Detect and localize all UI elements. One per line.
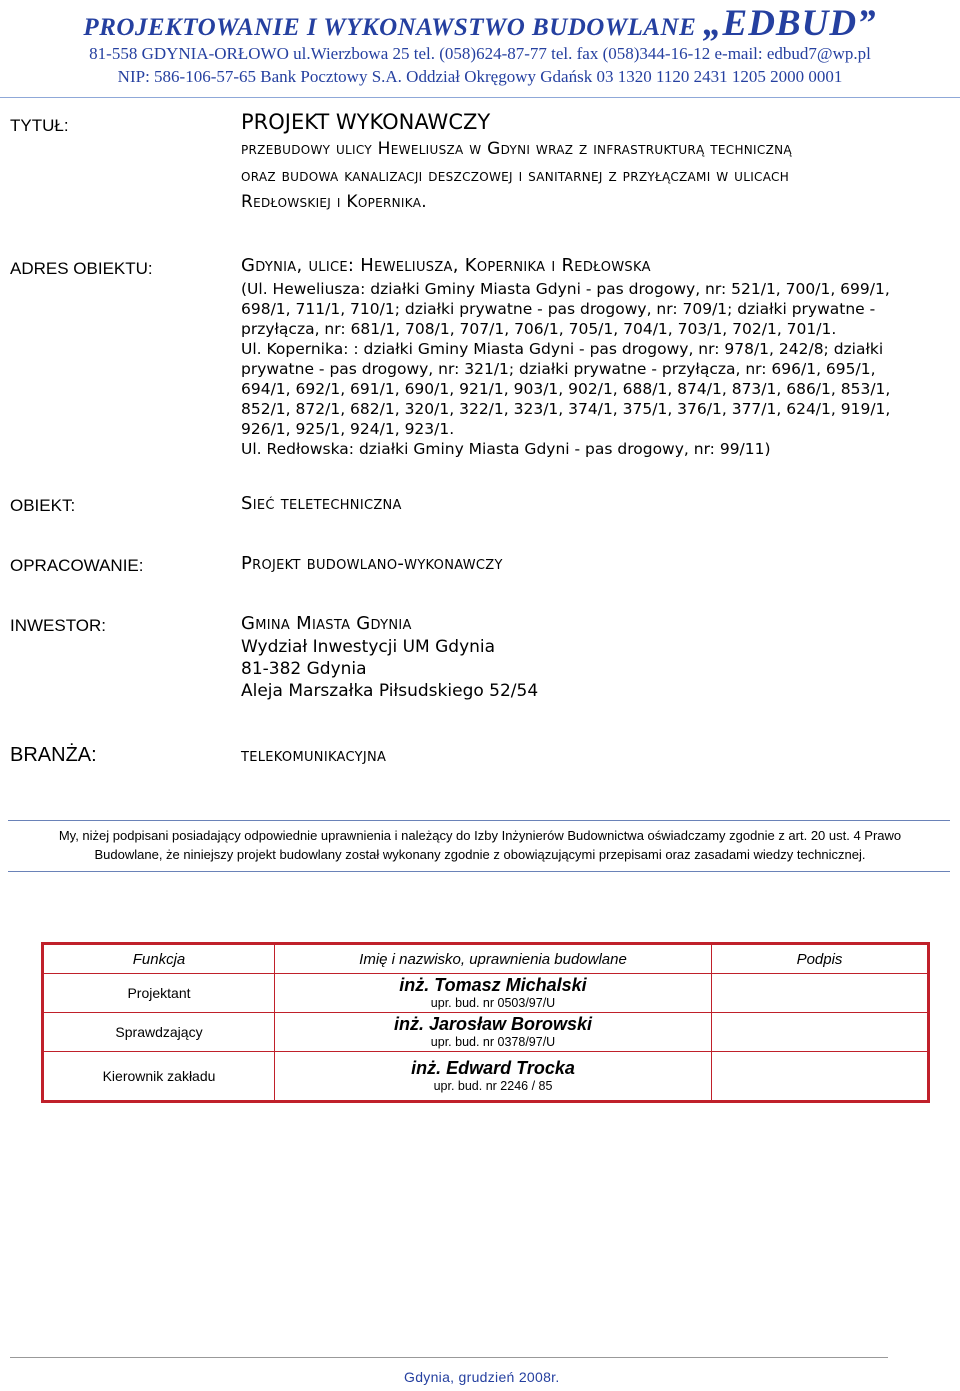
signature-cell <box>712 974 929 1013</box>
study-value: Projekt budowlano-wykonawczy <box>241 553 503 574</box>
title-line-1: przebudowy ulicy Heweliusza w Gdyni wraz z infrastrukturą techniczną <box>241 139 792 159</box>
person-license: upr. bud. nr 0503/97/U <box>430 996 556 1010</box>
investor-label: INWESTOR: <box>10 616 107 635</box>
table-row <box>43 974 929 1013</box>
address-line: Ul. Kopernika: : działki Gminy Miasta Gdyni - pas drogowy, nr: 978/1, 242/8; działki <box>241 340 884 358</box>
declaration-line-2: Budowlane, że niniejszy projekt budowlany został wykonany zgodnie z obowiązującymi przepisami oraz zasadami wiedzy technicznej. <box>94 847 866 862</box>
header-function: Funkcja <box>43 944 275 974</box>
person-name: inż. Edward Trocka <box>411 1058 575 1078</box>
signature-cell <box>712 1013 929 1052</box>
address-line: 698/1, 711/1, 710/1; działki prywatne - pas drogowy, nr: 709/1; działki prywatne - <box>241 300 876 318</box>
role-cell: Sprawdzający <box>43 1013 275 1052</box>
investor-line: Wydział Inwestycji UM Gdynia <box>241 637 496 657</box>
header-name: Imię i nazwisko, uprawnienia budowlane <box>275 944 712 974</box>
declaration-line-1: My, niżej podpisani posiadający odpowiednie uprawnienia i należący do Izby Inżynierów Budownictwa oświadczamy zgodnie z art. 20 ust. 4 Prawo <box>58 828 902 843</box>
role-cell: Projektant <box>43 974 275 1013</box>
address-heading: Gdynia, ulice: Heweliusza, Kopernika i Redłowska <box>241 255 651 276</box>
person-name: inż. Tomasz Michalski <box>399 975 587 995</box>
name-cell <box>275 1052 712 1102</box>
name-cell <box>275 1013 712 1052</box>
signature-cell <box>712 1052 929 1102</box>
signature-table <box>41 942 930 1103</box>
role-cell: Kierownik zakładu <box>43 1052 275 1102</box>
footer-place-date: Gdynia, grudzień 2008r. <box>404 1369 560 1385</box>
address-line: przyłącza, nr: 681/1, 708/1, 707/1, 706/1, 705/1, 704/1, 703/1, 702/1, 701/1. <box>241 320 837 338</box>
name-cell <box>275 974 712 1013</box>
address-line: prywatne - pas drogowy, nr: 321/1; działki prywatne - przyłącza, nr: 696/1, 695/1, <box>241 360 876 378</box>
object-value: Sieć teletechniczna <box>241 493 402 514</box>
project-type: PROJEKT WYKONAWCZY <box>241 110 491 134</box>
address-line: 694/1, 692/1, 691/1, 690/1, 921/1, 903/1, 902/1, 688/1, 874/1, 873/1, 686/1, 853/1, <box>241 380 891 398</box>
title-label: TYTUŁ: <box>10 116 69 135</box>
company-address: 81-558 GDYNIA-ORŁOWO ul.Wierzbowa 25 tel. (058)624-87-77 tel. fax (058)344-16-12 e-mail: edbud7@wp.pl <box>89 44 871 63</box>
address-line: 852/1, 872/1, 682/1, 320/1, 322/1, 323/1, 374/1, 375/1, 376/1, 377/1, 624/1, 919/1, <box>241 400 891 418</box>
address-line: 926/1, 925/1, 924/1, 923/1. <box>241 420 455 438</box>
branch-value: telekomunikacyjna <box>241 745 387 766</box>
company-activity: PROJEKTOWANIE I WYKONAWSTWO BUDOWLANE <box>83 14 704 41</box>
title-line-3: Redłowskiej i Kopernika. <box>241 192 427 212</box>
company-header <box>0 2 960 45</box>
person-license: upr. bud. nr 0378/97/U <box>430 1035 556 1049</box>
header-signature: Podpis <box>712 944 929 974</box>
table-row <box>43 1052 929 1102</box>
address-label: ADRES OBIEKTU: <box>10 259 153 278</box>
object-label: OBIEKT: <box>10 496 76 515</box>
branch-label: BRANŻA: <box>10 744 97 766</box>
investor-name: Gmina Miasta Gdynia <box>241 613 412 634</box>
company-name: „EDBUD” <box>703 3 877 44</box>
address-line: (Ul. Heweliusza: działki Gminy Miasta Gdyni - pas drogowy, nr: 521/1, 700/1, 699/1, <box>241 280 890 298</box>
person-name: inż. Jarosław Borowski <box>393 1014 593 1034</box>
table-row <box>43 1013 929 1052</box>
title-line-2: oraz budowa kanalizacji deszczowej i sanitarnej z przyłączami w ulicach <box>241 166 790 186</box>
header-divider <box>0 97 960 98</box>
person-license: upr. bud. nr 2246 / 85 <box>433 1079 553 1093</box>
study-label: OPRACOWANIE: <box>10 556 144 575</box>
declaration-top-rule <box>8 820 950 821</box>
company-bank: NIP: 586-106-57-65 Bank Pocztowy S.A. Oddział Okręgowy Gdańsk 03 1320 1120 2431 1205 2000 0001 <box>117 67 843 86</box>
table-header-row <box>43 944 929 974</box>
footer-rule <box>10 1357 888 1358</box>
investor-line: 81-382 Gdynia <box>241 659 367 679</box>
declaration-bottom-rule <box>8 871 950 872</box>
investor-line: Aleja Marszałka Piłsudskiego 52/54 <box>241 681 539 701</box>
address-line: Ul. Redłowska: działki Gminy Miasta Gdyni - pas drogowy, nr: 99/11) <box>241 440 771 458</box>
